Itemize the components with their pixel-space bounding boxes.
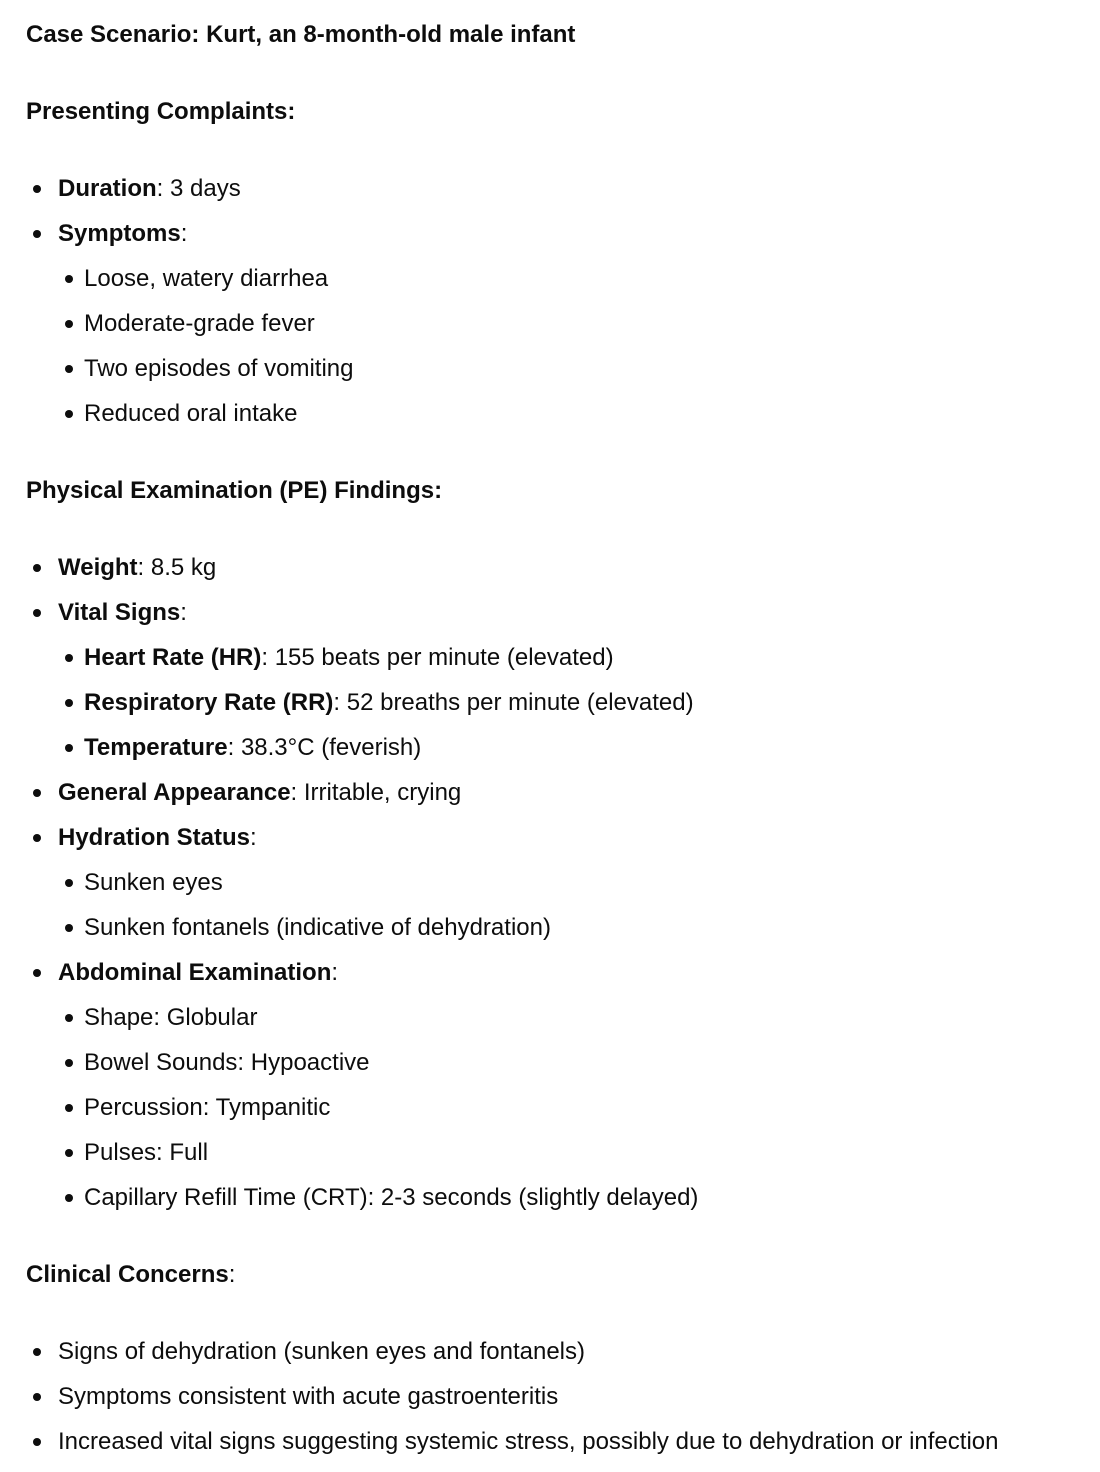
heart-rate-label: Heart Rate (HR) bbox=[84, 644, 262, 671]
list-item: Pulses: Full bbox=[58, 1136, 1074, 1170]
hydration-status-colon: : bbox=[250, 824, 257, 851]
clinical-concerns-heading bbox=[26, 1258, 1074, 1292]
clinical-concerns-title: Clinical Concerns bbox=[26, 1261, 229, 1288]
list-item: Shape: Globular bbox=[58, 1001, 1074, 1035]
list-item-temperature bbox=[58, 731, 1074, 765]
pe-findings-list bbox=[26, 551, 1074, 1215]
list-item: Two episodes of vomiting bbox=[58, 352, 1074, 386]
general-appearance-label: General Appearance bbox=[58, 779, 291, 806]
respiratory-rate-label: Respiratory Rate (RR) bbox=[84, 689, 334, 716]
abdominal-sublist bbox=[58, 1001, 1074, 1215]
abdominal-examination-label: Abdominal Examination bbox=[58, 959, 332, 986]
list-item: Sunken eyes bbox=[58, 866, 1074, 900]
duration-label: Duration bbox=[58, 175, 157, 202]
list-item-symptoms bbox=[26, 217, 1074, 431]
temperature-value: : 38.3°C (feverish) bbox=[227, 734, 422, 761]
spacer bbox=[26, 1226, 1074, 1258]
list-item-weight bbox=[26, 551, 1074, 585]
list-item: Symptoms consistent with acute gastroenteritis bbox=[26, 1380, 1074, 1414]
hydration-status-label: Hydration Status bbox=[58, 824, 251, 851]
list-item: Increased vital signs suggesting systemic stress, possibly due to dehydration or infection bbox=[26, 1425, 1074, 1459]
spacer bbox=[26, 1292, 1074, 1335]
spacer bbox=[26, 129, 1074, 172]
list-item: Capillary Refill Time (CRT): 2-3 seconds (slightly delayed) bbox=[58, 1181, 1074, 1215]
heart-rate-value: : 155 beats per minute (elevated) bbox=[261, 644, 614, 671]
symptoms-colon: : bbox=[180, 220, 188, 247]
spacer bbox=[26, 442, 1074, 474]
spacer bbox=[26, 508, 1074, 551]
presenting-complaints-heading: Presenting Complaints: bbox=[26, 98, 296, 125]
list-item: Percussion: Tympanitic bbox=[58, 1091, 1074, 1125]
list-item-duration bbox=[26, 172, 1074, 206]
list-item-heart-rate bbox=[58, 641, 1074, 675]
list-item: Moderate-grade fever bbox=[58, 307, 1074, 341]
symptoms-sublist bbox=[58, 262, 1074, 431]
clinical-concerns-list bbox=[26, 1335, 1074, 1459]
abdominal-examination-colon: : bbox=[331, 959, 339, 986]
pe-findings-heading: Physical Examination (PE) Findings: bbox=[26, 477, 443, 504]
list-item-general-appearance bbox=[26, 776, 1074, 810]
weight-value: : 8.5 kg bbox=[137, 554, 217, 581]
list-item: Sunken fontanels (indicative of dehydration) bbox=[58, 911, 1074, 945]
list-item-vital-signs bbox=[26, 596, 1074, 765]
duration-value: : 3 days bbox=[156, 175, 241, 202]
list-item: Reduced oral intake bbox=[58, 397, 1074, 431]
case-title: Case Scenario: Kurt, an 8-month-old male infant bbox=[26, 21, 576, 48]
clinical-concerns-colon: : bbox=[228, 1261, 236, 1288]
respiratory-rate-value: : 52 breaths per minute (elevated) bbox=[333, 689, 694, 716]
vital-signs-colon: : bbox=[180, 599, 187, 626]
vital-signs-label: Vital Signs bbox=[58, 599, 181, 626]
list-item: Loose, watery diarrhea bbox=[58, 262, 1074, 296]
list-item: Signs of dehydration (sunken eyes and fontanels) bbox=[26, 1335, 1074, 1369]
list-item-hydration-status bbox=[26, 821, 1074, 945]
list-item-abdominal-examination bbox=[26, 956, 1074, 1215]
list-item-respiratory-rate bbox=[58, 686, 1074, 720]
hydration-sublist bbox=[58, 866, 1074, 945]
symptoms-label: Symptoms bbox=[58, 220, 181, 247]
vital-signs-sublist bbox=[58, 641, 1074, 765]
general-appearance-value: : Irritable, crying bbox=[290, 779, 462, 806]
weight-label: Weight bbox=[58, 554, 138, 581]
list-item: Bowel Sounds: Hypoactive bbox=[58, 1046, 1074, 1080]
presenting-complaints-list bbox=[26, 172, 1074, 431]
temperature-label: Temperature bbox=[84, 734, 228, 761]
